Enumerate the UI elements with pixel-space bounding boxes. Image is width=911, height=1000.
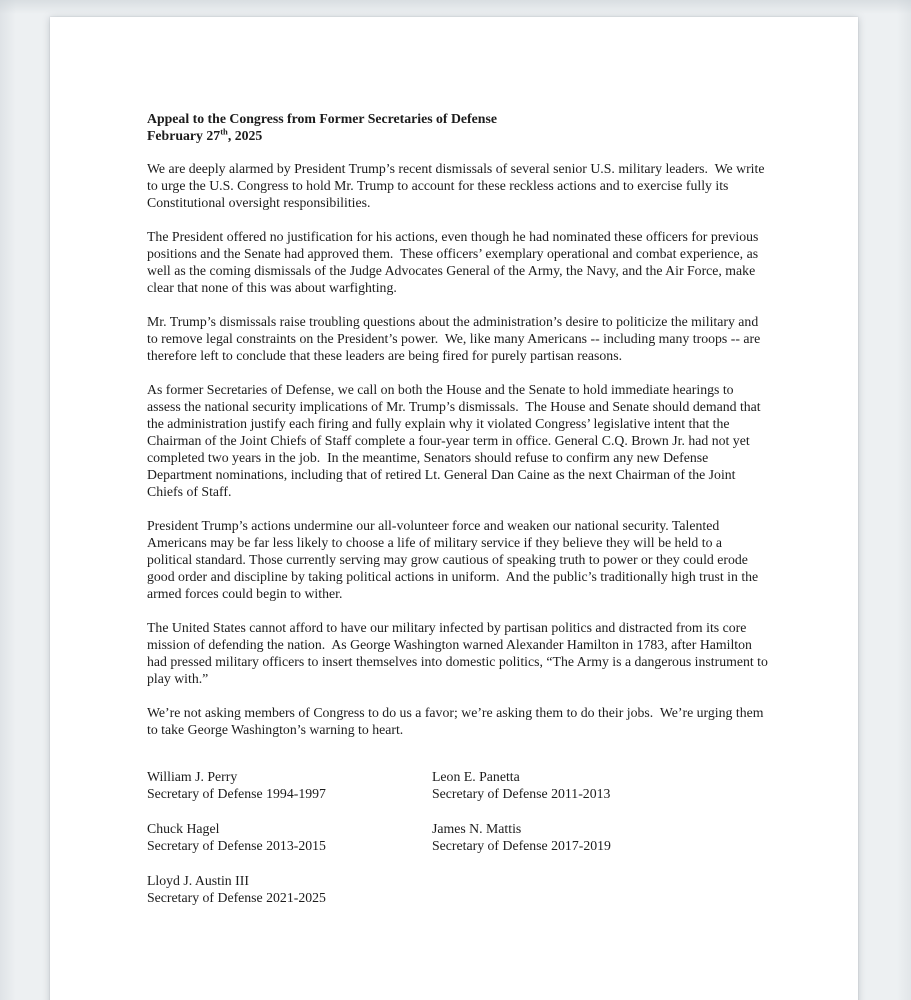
signature-name: Chuck Hagel <box>147 821 220 836</box>
letter-date <box>147 127 769 144</box>
letter-heading <box>147 110 769 144</box>
paragraph-7: We’re not asking members of Congress to do us a favor; we’re asking them to do their jobs. We’re urging them to take George Washington’s warning to heart. <box>147 705 767 737</box>
letter-date-day: February 27 <box>147 128 221 143</box>
signature <box>432 768 769 802</box>
paragraph-1: We are deeply alarmed by President Trump’s recent dismissals of several senior U.S. military leaders. We write to urge the U.S. Congress to hold Mr. Trump to account for these reckless actions and to exercise fully its Constitutional oversight responsibilities. <box>147 161 768 210</box>
signature-title: Secretary of Defense 2011-2013 <box>432 786 611 801</box>
letter-title: Appeal to the Congress from Former Secretaries of Defense <box>147 111 497 126</box>
signature-name: Lloyd J. Austin III <box>147 873 249 888</box>
signature-name: William J. Perry <box>147 769 238 784</box>
signature-title: Secretary of Defense 2017-2019 <box>432 838 611 853</box>
signature-block <box>147 768 769 906</box>
signature-title: Secretary of Defense 2013-2015 <box>147 838 326 853</box>
document-page <box>50 17 858 1000</box>
signature-title: Secretary of Defense 1994-1997 <box>147 786 326 801</box>
letter-content <box>50 17 858 906</box>
letter-date-year: , 2025 <box>227 128 263 143</box>
signature-title: Secretary of Defense 2021-2025 <box>147 890 326 905</box>
paragraph-4: As former Secretaries of Defense, we call on both the House and the Senate to hold immediate hearings to assess the national security implications of Mr. Trump’s dismissals. The House and Senate should demand that the administration justify each firing and fully explain why it violated Congress’ legislative intent that the Chairman of the Joint Chiefs of Staff complete a four-year term in office. General C.Q. Brown Jr. had not yet completed two years in the job. In the meantime, Senators should refuse to confirm any new Defense Department nominations, including that of retired Lt. General Dan Caine as the next Chairman of the Joint Chiefs of Staff. <box>147 382 765 499</box>
signature <box>147 820 432 854</box>
signature <box>147 768 432 802</box>
signature <box>147 872 432 906</box>
paragraph-3: Mr. Trump’s dismissals raise troubling questions about the administration’s desire to politicize the military and to remove legal constraints on the President’s power. We, like many Americans -- including many troops -- are therefore left to conclude that these leaders are being fired for purely partisan reasons. <box>147 314 764 363</box>
signature-name: James N. Mattis <box>432 821 522 836</box>
signature-name: Leon E. Panetta <box>432 769 520 784</box>
paragraph-2: The President offered no justification for his actions, even though he had nominated these officers for previous positions and the Senate had approved them. These officers’ exemplary operational and combat experience, as well as the coming dismissals of the Judge Advocates General of the Army, the Navy, and the Air Force, make clear that none of this was about warfighting. <box>147 229 762 295</box>
paragraph-6: The United States cannot afford to have our military infected by partisan politics and distracted from its core mission of defending the nation. As George Washington warned Alexander Hamilton in 1783, after Hamilton had pressed military officers to insert themselves into domestic politics, “The Army is a dangerous instrument to play with.” <box>147 620 772 686</box>
signature <box>432 820 769 854</box>
letter-date-ordinal: th <box>220 126 228 137</box>
paragraph-5: President Trump’s actions undermine our all-volunteer force and weaken our national security. Talented Americans may be far less likely to choose a life of military service if they believe they will be held to a political standard. Those currently serving may grow cautious of speaking truth to power or they could erode good order and discipline by taking political actions in uniform. And the public’s traditionally high trust in the armed forces could begin to wither. <box>147 518 762 601</box>
